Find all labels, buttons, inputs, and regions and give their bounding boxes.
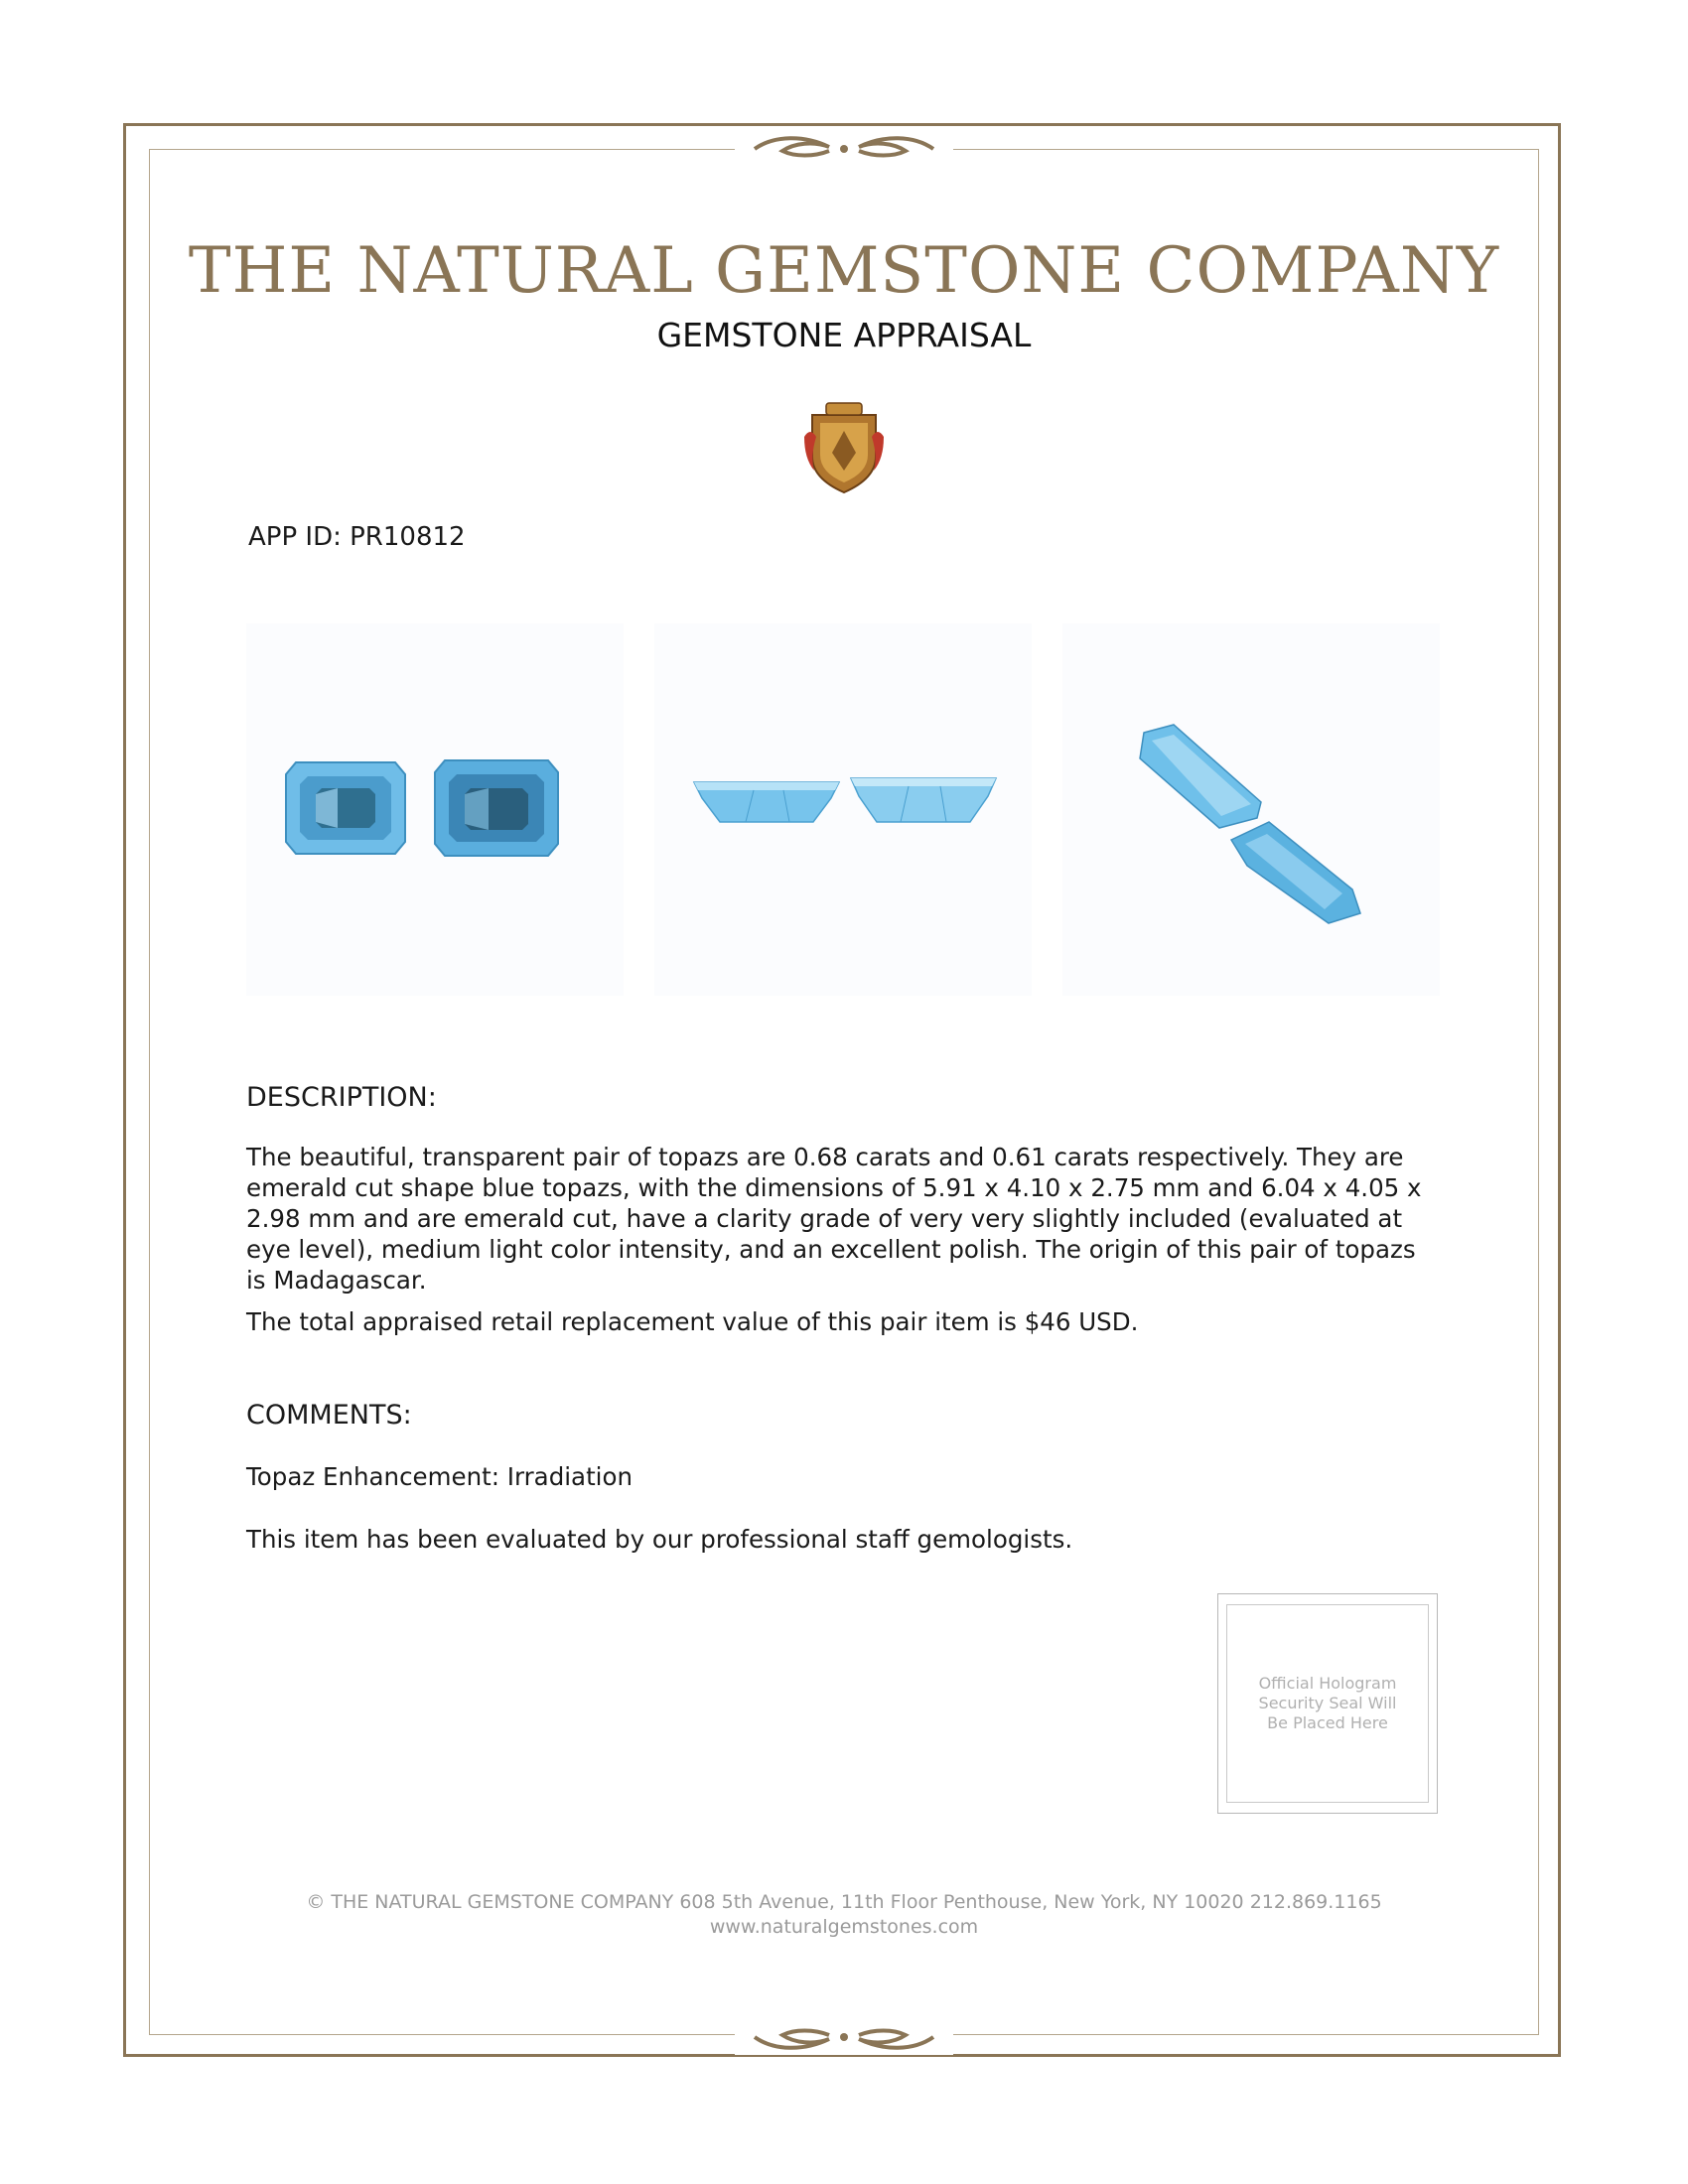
hologram-seal-text: Official Hologram Security Seal Will Be Placed Here (1258, 1674, 1397, 1732)
comments-heading: COMMENTS: (246, 1400, 412, 1431)
document-type: GEMSTONE APPRAISAL (656, 316, 1032, 354)
gem-left-top-view (286, 762, 405, 854)
description-text: The beautiful, transparent pair of topazs are 0.68 carats and 0.61 carats respectively. They are emerald cut shape blue topazs, with the dimensions of 5.91 x 4.10 x 2.75 mm and 6.04 x 4.05 x 2.98 mm and are emerald cut, have a clarity grade of very very slightly included (evaluated at eye level), medium light color intensity, and an excellent polish. The origin of this pair of topazs is Madagascar. (246, 1143, 1422, 1295)
app-id: APP ID: PR10812 (248, 522, 466, 552)
bottom-flourish-ornament (735, 2019, 953, 2055)
hologram-seal-inner (1226, 1604, 1429, 1803)
gem-photo-top-view (246, 623, 624, 996)
gem-right-top-view (435, 760, 558, 856)
gem-photo-side-view (654, 623, 1032, 996)
top-flourish-ornament (735, 131, 953, 167)
crest-logo (802, 397, 886, 496)
description-heading: DESCRIPTION: (246, 1082, 437, 1113)
enhancement-text: Topaz Enhancement: Irradiation (246, 1462, 633, 1491)
company-name: THE NATURAL GEMSTONE COMPANY (188, 234, 1500, 308)
gem-left-side-view (694, 782, 839, 822)
footer-website: www.naturalgemstones.com (709, 1916, 979, 1938)
gem-photo-angled-view (1062, 623, 1440, 996)
appraised-value-text: The total appraised retail replacement value of this pair item is $46 USD. (246, 1307, 1139, 1336)
gem-lower-angled-view (1231, 822, 1360, 923)
evaluation-text: This item has been evaluated by our professional staff gemologists. (246, 1525, 1073, 1554)
gem-right-side-view (851, 778, 996, 822)
gem-upper-angled-view (1140, 725, 1261, 828)
footer-address: © THE NATURAL GEMSTONE COMPANY 608 5th Avenue, 11th Floor Penthouse, New York, NY 10020 212.869.1165 (306, 1891, 1382, 1913)
hologram-seal-placeholder (1217, 1593, 1438, 1814)
